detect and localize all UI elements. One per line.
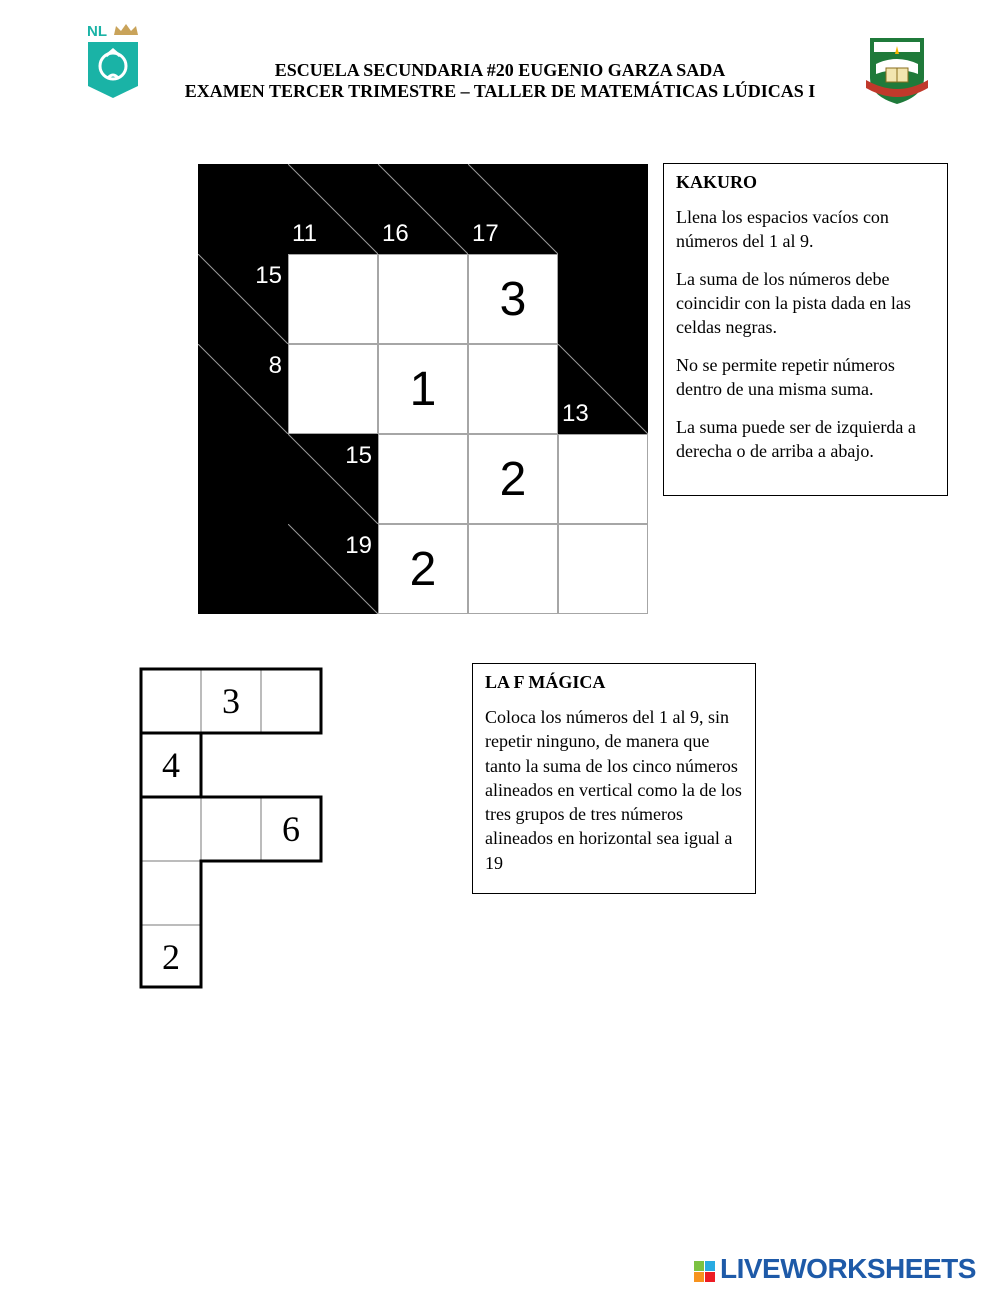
kakuro-input-cell[interactable] — [378, 344, 468, 434]
kakuro-clue-down: 16 — [382, 220, 409, 247]
exam-title: EXAMEN TERCER TRIMESTRE – TALLER DE MATEMÁTICAS LÚDICAS I — [184, 81, 816, 101]
kakuro-clue-cell — [468, 164, 558, 254]
kakuro-input-cell[interactable] — [468, 434, 558, 524]
nl-logo-text: NL — [87, 23, 107, 40]
kakuro-clue-cell — [558, 344, 648, 434]
kakuro-title: KAKURO — [676, 172, 757, 192]
kakuro-rule-2: La suma de los números debe coincidir con la pista dada en las celdas negras. — [676, 269, 911, 337]
kakuro-clue-across: 19 — [345, 532, 372, 559]
kakuro-input-cell[interactable] — [468, 524, 558, 614]
nl-logo — [86, 22, 140, 100]
f-magica-given-cell: 2 — [162, 937, 180, 977]
kakuro-clue-cell — [198, 344, 288, 434]
f-magica-input-cell[interactable] — [261, 669, 321, 733]
liveworksheets-brand: LIVEWORKSHEETS — [720, 1253, 976, 1284]
kakuro-input-cell[interactable] — [378, 434, 468, 524]
kakuro-clue-down: 17 — [472, 220, 499, 247]
logo-tile-icon — [705, 1261, 715, 1271]
kakuro-input-cell[interactable] — [288, 254, 378, 344]
kakuro-clue-cell — [288, 524, 378, 614]
school-name: ESCUELA SECUNDARIA #20 EUGENIO GARZA SADA — [274, 60, 726, 80]
kakuro-clue-down: 13 — [562, 400, 589, 427]
kakuro-rule-3: No se permite repetir números dentro de una misma suma. — [676, 355, 895, 399]
page-title — [140, 60, 860, 102]
kakuro-blocked-cell — [558, 254, 648, 344]
kakuro-rule-4: La suma puede ser de izquierda a derecha o de arriba a abajo. — [676, 417, 916, 461]
kakuro-instructions — [663, 163, 948, 496]
kakuro-clue-across: 8 — [268, 352, 282, 379]
f-magica-rule: Coloca los números del 1 al 9, sin repetir ninguno, de manera que tanto la suma de los cinco números alineados en vertical como la de los tres grupos de tres números alineados en horizontal sea igual a 19 — [485, 707, 742, 873]
f-magica-instructions — [472, 663, 756, 894]
kakuro-grid — [197, 163, 649, 615]
logo-tile-icon — [705, 1272, 715, 1282]
kakuro-clue-across: 15 — [345, 442, 372, 469]
kakuro-input-cell[interactable] — [558, 434, 648, 524]
kakuro-clue-cell — [288, 164, 378, 254]
f-magica-given-cell: 3 — [222, 681, 240, 721]
logo-tile-icon — [694, 1261, 704, 1271]
f-magica-given-cell: 4 — [162, 745, 180, 785]
f-magica-grid — [139, 667, 325, 989]
kakuro-given-number: 2 — [499, 452, 527, 506]
kakuro-blocked-cell — [198, 524, 288, 614]
f-magica-input-cell[interactable] — [141, 797, 201, 861]
kakuro-clue-cell — [198, 254, 288, 344]
kakuro-clue-cell — [288, 434, 378, 524]
f-magica-input-cell[interactable] — [201, 797, 261, 861]
kakuro-input-cell[interactable] — [468, 344, 558, 434]
kakuro-given-number: 2 — [409, 542, 437, 596]
kakuro-given-number: 1 — [409, 362, 437, 416]
kakuro-input-cell[interactable] — [378, 254, 468, 344]
crown-icon — [114, 24, 138, 35]
kakuro-clue-cell — [378, 164, 468, 254]
f-magica-input-cell[interactable] — [141, 861, 201, 925]
kakuro-clue-down: 11 — [292, 220, 317, 247]
kakuro-rule-1: Llena los espacios vacíos con números del 1 al 9. — [676, 207, 889, 251]
kakuro-input-cell[interactable] — [288, 344, 378, 434]
kakuro-given-number: 3 — [499, 272, 527, 326]
kakuro-blocked-cell — [558, 164, 648, 254]
school-crest-logo — [864, 34, 930, 106]
kakuro-blocked-cell — [198, 164, 288, 254]
f-magica-input-cell[interactable] — [141, 669, 201, 733]
kakuro-input-cell[interactable] — [468, 254, 558, 344]
kakuro-input-cell[interactable] — [558, 524, 648, 614]
f-magica-given-cell: 6 — [282, 809, 300, 849]
kakuro-blocked-cell — [198, 434, 288, 524]
kakuro-input-cell[interactable] — [378, 524, 468, 614]
logo-tile-icon — [694, 1272, 704, 1282]
f-magica-title: LA F MÁGICA — [485, 672, 606, 692]
kakuro-clue-across: 15 — [255, 262, 282, 289]
